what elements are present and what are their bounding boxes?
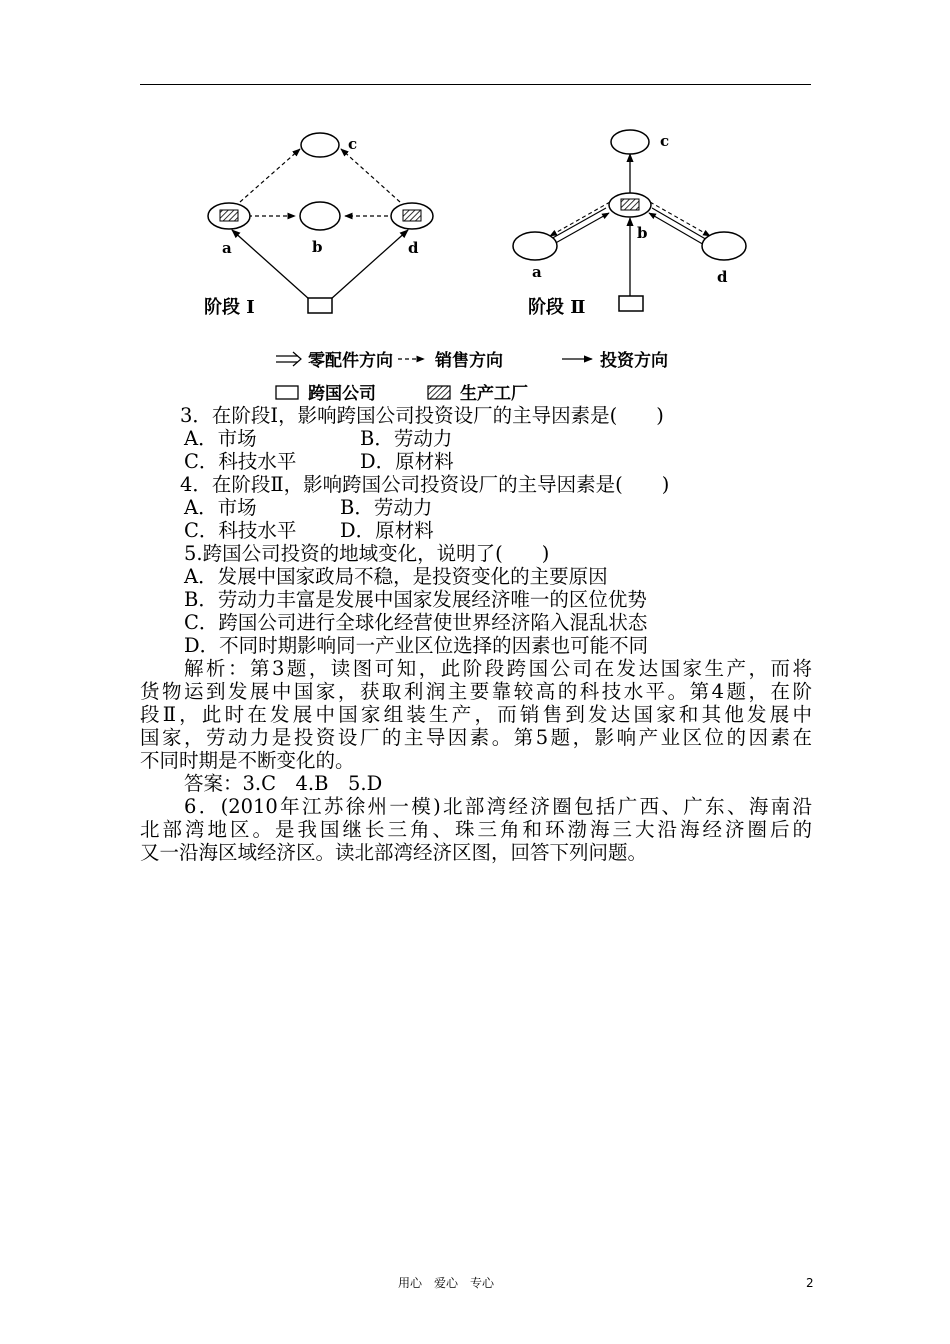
stage1-diagram [204,133,433,318]
stage1-sales-a-c [240,149,300,202]
header-rule [140,84,811,85]
stage1-factory-d [403,210,421,221]
footer-motto: 用心 爱心 专心 [398,1276,495,1290]
analysis-line-5: 不同时期是不断变化的。 [140,749,355,772]
q4-stem: 4．在阶段Ⅱ，影响跨国公司投资设厂的主导因素是( ) [180,473,670,496]
legend-investment-label: 投资方向 [600,351,668,371]
q4-option-d: D．原材料 [340,519,434,542]
stage2-label-d: d [717,268,728,286]
q3-option-b: B．劳动力 [360,427,453,450]
legend-company-label: 跨国公司 [308,384,376,404]
stage1-factory-a [220,210,238,221]
stage2-title: 阶段 Ⅱ [528,297,586,318]
stage1-label-a: a [222,239,232,257]
stage2-diagram [513,130,746,318]
legend-company-symbol [276,386,298,399]
stage1-invest-to-d [331,230,408,299]
page-number: 2 [806,1276,814,1290]
q3-option-d: D．原材料 [360,450,454,473]
stage1-node-c [301,133,339,157]
q4-option-b: B．劳动力 [340,496,433,519]
legend-sales-label: 销售方向 [435,351,503,371]
stage2-label-a: a [532,263,542,281]
stage2-label-b: b [637,224,648,242]
stage1-label-c: c [348,135,358,153]
q6-line-3: 又一沿海区域经济区。读北部湾经济区图，回答下列问题。 [140,841,648,864]
q4-option-c: C．科技水平 [184,519,297,542]
q3-option-a: A．市场 [184,427,257,450]
legend-parts-label: 零配件方向 [308,351,393,371]
q5-option-b: B．劳动力丰富是发展中国家发展经济唯一的区位优势 [184,588,647,611]
stage1-sales-d-c [341,149,400,202]
stage2-node-a [513,232,557,260]
investment-stage-diagram [190,112,750,412]
stage2-label-c: c [660,132,670,150]
stage1-label-d: d [408,239,419,257]
stage2-factory-b [621,199,639,210]
q6-line-1: 6．(2010年江苏徐州一模)北部湾经济圈包括广西、广东、海南沿 [184,795,812,818]
analysis-line-4: 国家，劳动力是投资设厂的主导因素。第5题，影响产业区位的因素在 [140,726,812,749]
q3-stem: 3．在阶段Ⅰ，影响跨国公司投资设厂的主导因素是( ) [180,404,664,427]
stage1-label-b: b [312,238,323,256]
legend-factory-label: 生产工厂 [460,384,528,404]
q6-line-2: 北部湾地区。是我国继长三角、珠三角和环渤海三大沿海经济圈后的 [140,818,812,841]
stage1-title: 阶段 Ⅰ [204,297,255,318]
q3-option-c: C．科技水平 [184,450,297,473]
legend-factory-symbol [428,386,450,399]
stage1-invest-to-a [232,230,309,299]
q4-option-a: A．市场 [184,496,257,519]
stage2-parts-a-b-1 [549,208,606,240]
analysis-line-2: 货物运到发展中国家，获取利润主要靠较高的科技水平。第4题，在阶 [140,680,812,703]
stage1-company [308,298,332,313]
q5-option-c: C．跨国公司进行全球化经营使世界经济陷入混乱状态 [184,611,648,634]
stage2-node-c [611,130,649,154]
q5-stem: 5.跨国公司投资的地域变化，说明了( ) [184,542,550,565]
analysis-line-1: 解析：第3题，读图可知，此阶段跨国公司在发达国家生产，而将 [184,657,812,680]
stage1-node-b [300,202,340,230]
stage2-parts-a-b-2 [552,213,609,245]
stage2-node-d [702,232,746,260]
analysis-line-3: 段Ⅱ，此时在发展中国家组装生产，而销售到发达国家和其他发展中 [140,703,812,726]
stage2-parts-d-b-1 [652,208,709,241]
q5-option-d: D．不同时期影响同一产业区位选择的因素也可能不同 [184,634,649,657]
stage2-company [619,296,643,311]
stage2-sales-b-a [550,202,610,236]
diagram-legend [276,350,668,404]
answer-line: 答案：3.C 4.B 5.D [184,772,383,795]
q5-option-a: A．发展中国家政局不稳，是投资变化的主要原因 [184,565,608,588]
